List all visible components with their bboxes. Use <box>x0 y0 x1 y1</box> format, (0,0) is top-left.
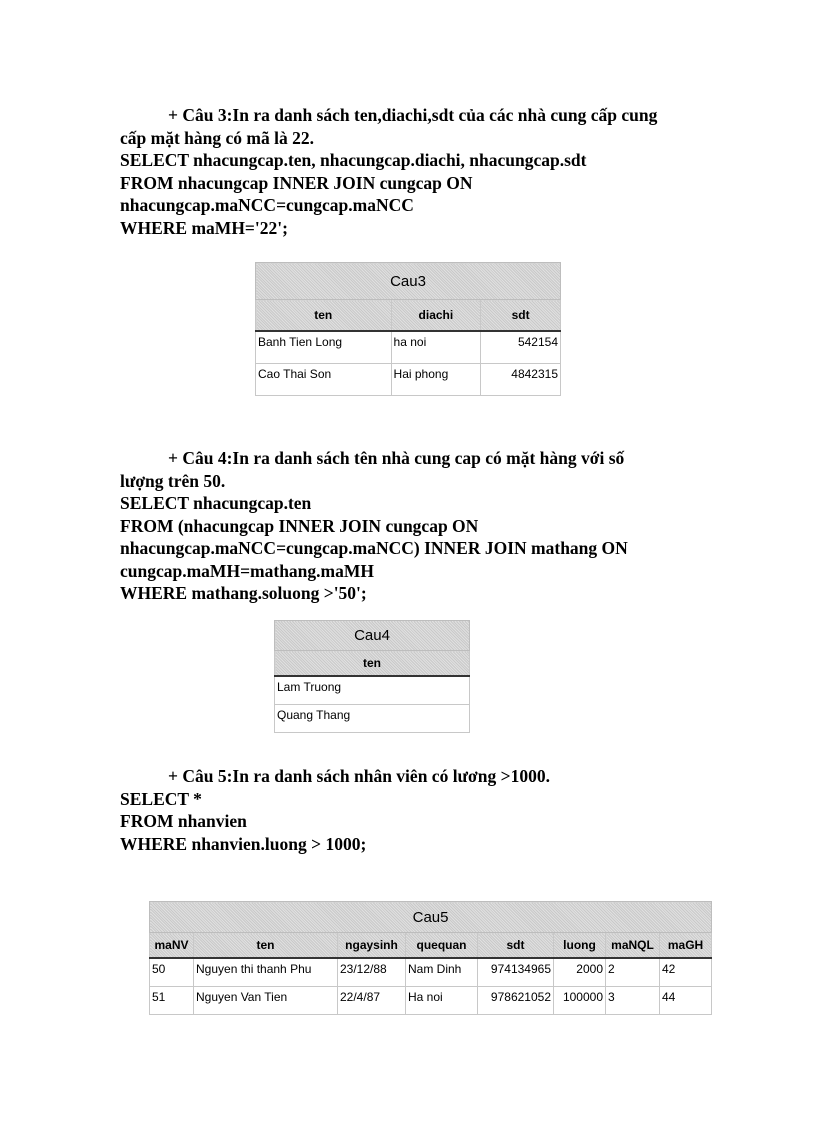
q3-sql-line: nhacungcap.maNCC=cungcap.maNCC <box>120 195 414 215</box>
column-header: luong <box>554 933 606 959</box>
column-header: ngaysinh <box>338 933 406 959</box>
q4-heading-cont: lượng trên 50. <box>120 470 226 491</box>
q3-sql-line: FROM nhacungcap INNER JOIN cungcap ON <box>120 172 473 193</box>
table-cell: Lam Truong <box>275 676 470 705</box>
q3-sql-line: WHERE maMH='22'; <box>120 217 288 238</box>
table-cell: 3 <box>606 987 660 1015</box>
table-cell: Nam Dinh <box>406 958 478 987</box>
q5-heading: + Câu 5:In ra danh sách nhân viên có lương >1000. <box>168 766 550 786</box>
table-cell: 23/12/88 <box>338 958 406 987</box>
q4-heading: + Câu 4:In ra danh sách tên nhà cung cap có mặt hàng với số <box>168 448 625 468</box>
q5-sql-line: FROM nhanvien <box>120 811 247 831</box>
table-cell: Nguyen Van Tien <box>194 987 338 1015</box>
column-header: sdt <box>478 933 554 959</box>
column-header: ten <box>275 651 470 677</box>
table-cell: 44 <box>660 987 712 1015</box>
q4-sql-line: SELECT nhacungcap.ten <box>120 493 312 513</box>
table-cell: Nguyen thi thanh Phu <box>194 958 338 987</box>
q5-sql-line: WHERE nhanvien.luong > 1000; <box>120 833 367 854</box>
table-cell: ha noi <box>391 331 481 364</box>
q4-sql-line: FROM (nhacungcap INNER JOIN cungcap ON <box>120 515 479 536</box>
q4-text-block <box>120 447 628 605</box>
table-row <box>256 331 561 364</box>
table-cell: 974134965 <box>478 958 554 987</box>
q5-sql-line: SELECT * <box>120 788 202 809</box>
cau4-table <box>274 620 470 733</box>
table-cell: 22/4/87 <box>338 987 406 1015</box>
column-header: maNQL <box>606 933 660 959</box>
table-row <box>256 364 561 396</box>
table-cell: Quang Thang <box>275 705 470 733</box>
table-row <box>275 676 470 705</box>
table-cell: 51 <box>150 987 194 1015</box>
table-row <box>150 958 712 987</box>
column-header: maNV <box>150 933 194 959</box>
table-cell: Hai phong <box>391 364 481 396</box>
column-header: ten <box>256 300 392 332</box>
table-cell: 42 <box>660 958 712 987</box>
q3-sql-line: SELECT nhacungcap.ten, nhacungcap.diachi, nhacungcap.sdt <box>120 150 587 170</box>
table-cell: 100000 <box>554 987 606 1015</box>
table-cell: Banh Tien Long <box>256 331 392 364</box>
column-header: ten <box>194 933 338 959</box>
column-header: maGH <box>660 933 712 959</box>
column-header: quequan <box>406 933 478 959</box>
column-header: diachi <box>391 300 481 332</box>
cau5-table <box>149 901 712 1015</box>
q3-text-block <box>120 104 657 239</box>
table-cell: 50 <box>150 958 194 987</box>
table-cell: 978621052 <box>478 987 554 1015</box>
q4-sql-line: WHERE mathang.soluong >'50'; <box>120 583 367 603</box>
q5-text-block <box>120 765 550 855</box>
table-cell: 4842315 <box>481 364 561 396</box>
table-row <box>275 705 470 733</box>
table-cell: 2 <box>606 958 660 987</box>
column-header: sdt <box>481 300 561 332</box>
table-title: Cau5 <box>150 902 712 933</box>
table-title: Cau4 <box>275 621 470 651</box>
q4-sql-line: cungcap.maMH=mathang.maMH <box>120 560 374 581</box>
cau3-table <box>255 262 561 396</box>
table-cell: Ha noi <box>406 987 478 1015</box>
q3-heading: + Câu 3:In ra danh sách ten,diachi,sdt của các nhà cung cấp cung <box>168 105 658 125</box>
table-cell: 2000 <box>554 958 606 987</box>
table-row <box>150 987 712 1015</box>
table-cell: Cao Thai Son <box>256 364 392 396</box>
table-title: Cau3 <box>256 263 561 300</box>
q3-heading-cont: cấp mặt hàng có mã là 22. <box>120 127 314 148</box>
table-cell: 542154 <box>481 331 561 364</box>
q4-sql-line: nhacungcap.maNCC=cungcap.maNCC) INNER JOIN mathang ON <box>120 538 628 558</box>
